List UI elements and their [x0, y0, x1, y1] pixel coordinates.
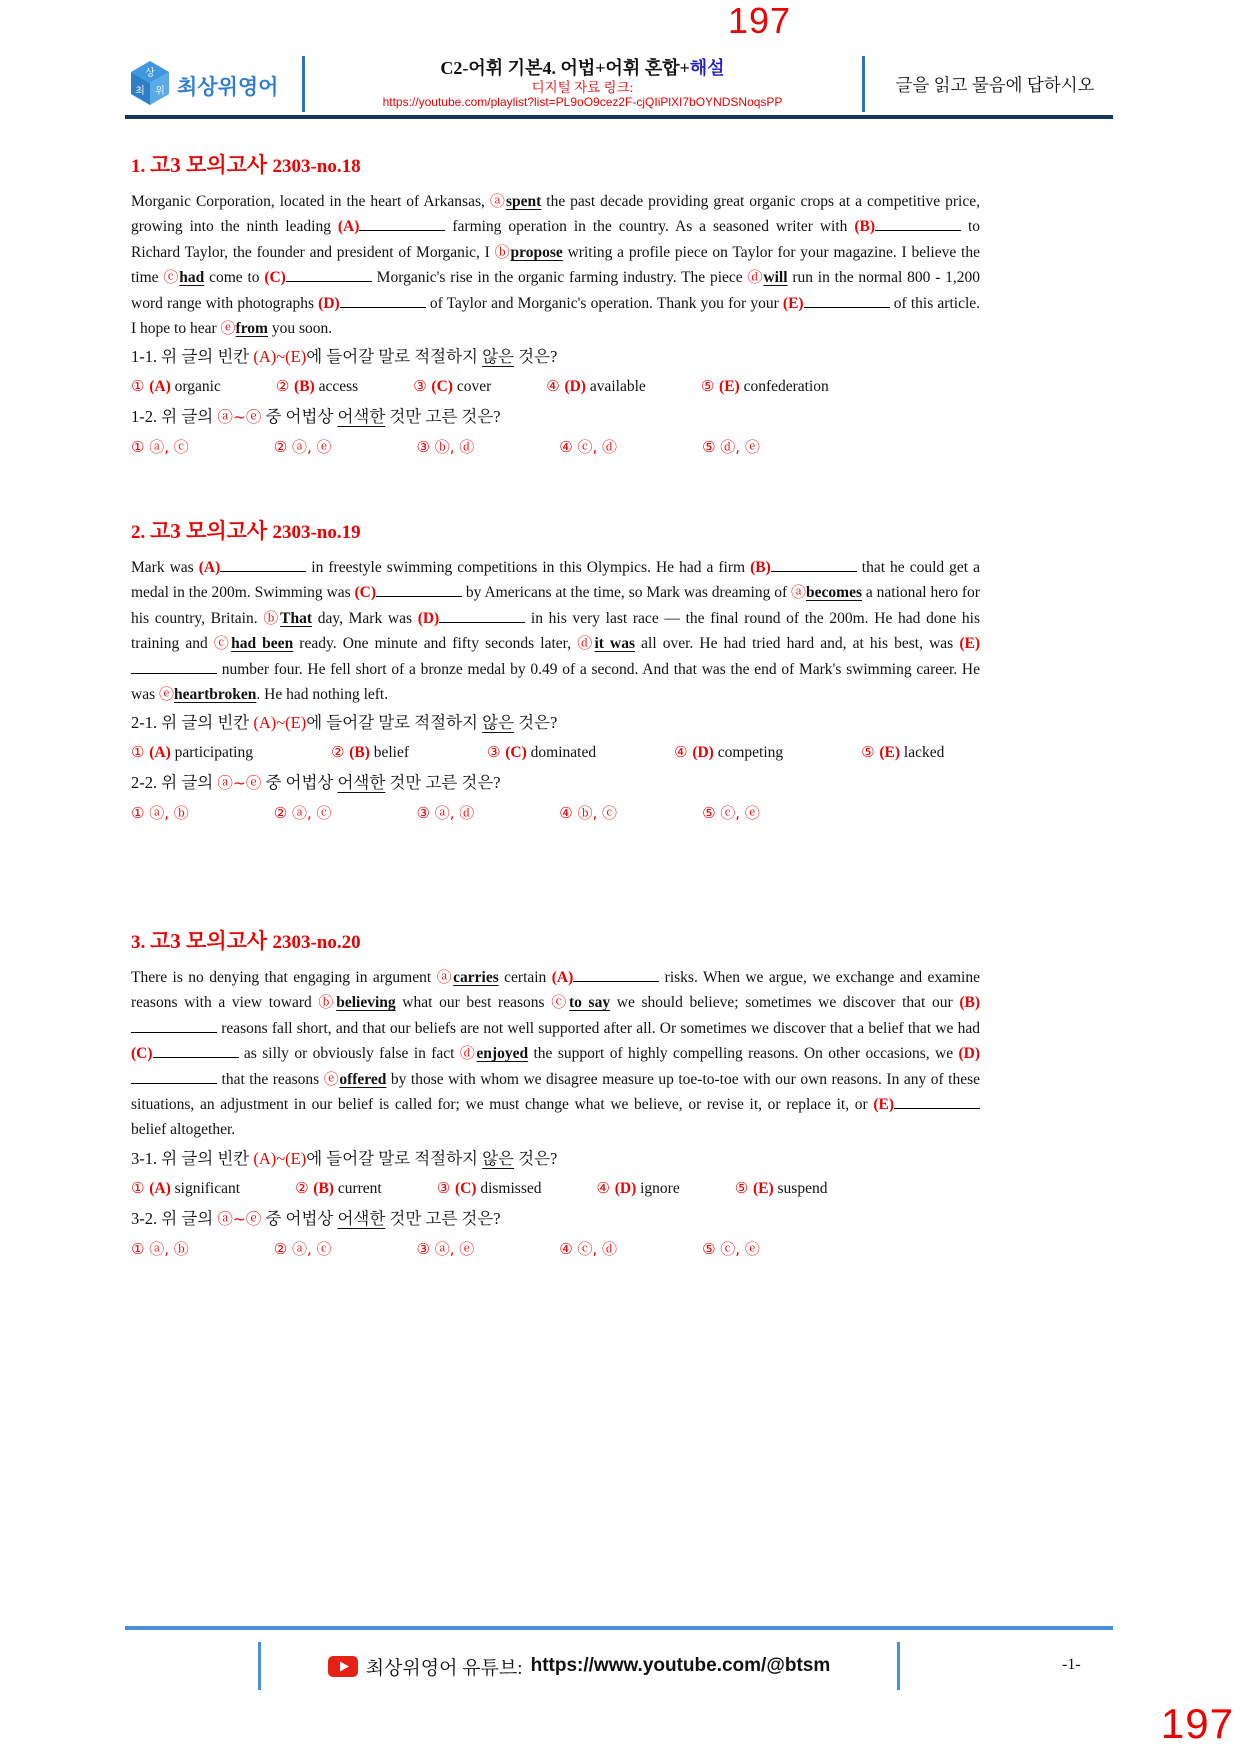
- passage-text: that the reasons: [217, 1070, 324, 1088]
- grammar-word: heartbroken: [174, 686, 257, 704]
- passage-text: of Taylor and Morganic's operation. Thank you for your: [425, 294, 783, 312]
- option-number: ⑤: [702, 1239, 721, 1258]
- option-blank-label: (A): [149, 1179, 175, 1197]
- question-mid: 에 들어갈 말로 적절하지: [306, 347, 483, 367]
- option-number: ②: [273, 804, 292, 823]
- blank-line: [804, 295, 890, 308]
- option: [274, 439, 332, 456]
- option: [559, 1241, 617, 1258]
- circled-letter: ⓓ: [747, 268, 764, 287]
- circled-letter: ⓒ: [213, 634, 232, 653]
- header-instruction: 글을 읽고 물음에 답하시오: [895, 75, 1095, 95]
- question-mid: 중 어법상: [261, 1208, 338, 1228]
- passage-text: day, Mark was: [312, 609, 418, 627]
- option-number: ⑤: [734, 1178, 753, 1197]
- blank-line: [771, 559, 857, 572]
- section-exam-code: 2303-no.19: [272, 522, 361, 543]
- section-heading: [131, 926, 980, 959]
- option-number: ⑤: [702, 438, 721, 457]
- question-text: [131, 1147, 980, 1170]
- passage-text: risks. When we argue, we exchange and examine reasons with a view toward: [131, 969, 980, 1012]
- passage-text: as silly or obviously false in fact: [238, 1045, 460, 1063]
- blank-line: [131, 1071, 217, 1084]
- option-number: ①: [131, 438, 150, 457]
- passage: [131, 965, 980, 1143]
- header: [125, 56, 1115, 112]
- passage-text: the past decade providing great organic crops at a competitive price, growing into the ninth leading: [131, 193, 980, 236]
- option-pair: ⓐ, ⓒ: [291, 804, 332, 823]
- options-row: [131, 740, 980, 765]
- option-number: ①: [131, 1178, 150, 1197]
- question-suffix: 것은?: [514, 347, 558, 367]
- passage-text: farming operation in the country. As a seasoned writer with: [445, 218, 855, 236]
- option-number: ③: [416, 804, 435, 823]
- option: [276, 378, 358, 395]
- question-suffix: 것만 고른 것은?: [385, 773, 501, 793]
- option-number: ③: [487, 743, 506, 762]
- circled-letter: ⓐ: [489, 192, 506, 210]
- option: [487, 744, 596, 761]
- passage-text: certain: [498, 969, 552, 986]
- passage-text: of this article. I hope to hear: [131, 294, 981, 338]
- blank-label: (C): [264, 269, 286, 287]
- option-number: ④: [559, 804, 578, 823]
- option: [131, 378, 221, 395]
- question-suffix: 것은?: [514, 713, 558, 733]
- blank-label: (D): [318, 294, 340, 312]
- option: [417, 1241, 475, 1258]
- option-blank-label: (B): [294, 378, 319, 396]
- passage-text: to Richard Taylor, the founder and president of Morganic, I: [131, 218, 980, 261]
- option: [274, 1241, 332, 1258]
- option: [559, 805, 617, 822]
- youtube-icon: [328, 1656, 358, 1677]
- option-word: cover: [456, 378, 492, 396]
- blank-label: (A): [551, 969, 574, 986]
- question-red-range: ⓐ~ⓔ: [217, 1209, 262, 1228]
- blank-label: (B): [750, 559, 771, 576]
- option-blank-label: (A): [149, 378, 175, 396]
- question-text: [131, 345, 980, 368]
- options-row: [131, 1176, 980, 1201]
- grammar-word: That: [280, 609, 313, 627]
- option-blank-label: (B): [349, 744, 374, 762]
- grammar-word: enjoyed: [476, 1045, 529, 1063]
- page-number-top: 197: [728, 0, 792, 41]
- question-mid: 에 들어갈 말로 적절하지: [306, 1148, 483, 1168]
- passage-text: the support of highly compelling reasons. On other occasions, we: [528, 1045, 959, 1063]
- footer-page-number: -1-: [1062, 1656, 1081, 1673]
- cube-logo-icon: [129, 60, 171, 106]
- question-mid: 에 들어갈 말로 적절하지: [306, 713, 483, 733]
- option-number: ③: [413, 377, 432, 396]
- section-title-korean: 고3 모의고사: [150, 153, 273, 177]
- question-prefix: 위 글의: [157, 1208, 218, 1228]
- blank-line: [153, 1045, 239, 1058]
- option-blank-label: (E): [752, 1179, 778, 1197]
- option: [417, 439, 475, 456]
- grammar-word: to say: [568, 994, 611, 1012]
- question-prefix: 위 글의 빈칸: [157, 1148, 254, 1168]
- passage-text: by those with whom we disagree measure up toe-to-toe with our own reasons. In any of these situations, an adjustment in our belief is called for; we must change what we believe, or revise it, or replace it, or: [131, 1070, 980, 1114]
- section: [131, 516, 980, 832]
- option-number: ①: [131, 804, 150, 823]
- question-number: 1-2.: [131, 407, 158, 427]
- svg-text:최: 최: [135, 86, 145, 97]
- question-red-range: (A)~(E): [253, 713, 307, 733]
- passage-text: a national hero for his country, Britain.: [131, 584, 980, 627]
- question-number: 2-1.: [131, 713, 158, 733]
- option-word: ignore: [640, 1179, 680, 1197]
- passage-text: Morganic's rise in the organic farming industry. The piece: [371, 269, 748, 287]
- blank-label: (B): [854, 218, 875, 236]
- option: [131, 805, 189, 822]
- option: [735, 1180, 828, 1197]
- passage-text: ready. One minute and fifty seconds later,: [293, 635, 578, 653]
- circled-letter: ⓐ: [791, 583, 807, 602]
- passage-text: number four. He fell short of a bronze medal by 0.49 of a second. And that was the end of Mark's swimming career. He was: [131, 660, 980, 704]
- option-word: participating: [174, 744, 253, 762]
- circled-letter: ⓒ: [551, 993, 569, 1012]
- blank-label: (D): [958, 1045, 980, 1063]
- option-pair: ⓓ, ⓔ: [720, 438, 760, 457]
- blank-line: [220, 559, 306, 572]
- blank-line: [131, 1020, 217, 1033]
- footer-rule: [125, 1626, 1113, 1630]
- blank-line: [439, 610, 525, 623]
- section-exam-code: 2303-no.20: [272, 932, 361, 953]
- circled-letter: ⓓ: [459, 1044, 477, 1063]
- grammar-word: will: [763, 269, 788, 287]
- section-number: 2.: [131, 522, 150, 543]
- passage-text: Morganic Corporation, located in the heart of Arkansas,: [131, 193, 490, 210]
- question-mid: 중 어법상: [261, 407, 338, 427]
- blank-line: [875, 218, 961, 231]
- option-pair: ⓐ, ⓑ: [149, 1239, 189, 1258]
- option-number: ②: [275, 377, 295, 396]
- playlist-link[interactable]: https://youtube.com/playlist?list=PL9oO9cez2F-cjQIiPlXI7bOYNDSNoqsPP: [382, 95, 783, 109]
- option: [274, 805, 332, 822]
- section-title-korean: 고3 모의고사: [150, 929, 273, 953]
- passage-text: writing a profile piece on Taylor for your magazine. I believe the time: [131, 243, 980, 287]
- section-heading: [131, 516, 980, 549]
- question-prefix: 위 글의: [157, 773, 218, 793]
- grammar-word: believing: [336, 994, 396, 1012]
- header-center: [310, 56, 855, 110]
- question-suffix: 것만 고른 것은?: [385, 1208, 501, 1228]
- blank-label: (C): [354, 584, 377, 602]
- option-word: belief: [373, 744, 410, 762]
- passage: [131, 555, 980, 707]
- blank-label: (A): [198, 559, 221, 576]
- footer-youtube-link[interactable]: https://www.youtube.com/@btsm: [530, 1655, 831, 1676]
- option-number: ④: [546, 377, 565, 396]
- section-exam-code: 2303-no.18: [272, 156, 361, 177]
- option: [861, 744, 944, 761]
- option: [131, 439, 189, 456]
- grammar-word: carries: [453, 969, 499, 986]
- question-number: 3-2.: [131, 1208, 158, 1228]
- footer: [258, 1642, 900, 1690]
- question-mid: 중 어법상: [261, 773, 338, 793]
- circled-letter: ⓐ: [436, 968, 454, 986]
- option: [546, 378, 646, 395]
- option: [597, 1180, 680, 1197]
- option-word: organic: [174, 378, 221, 396]
- header-rule: [125, 115, 1113, 119]
- option-number: ④: [674, 743, 693, 762]
- question-text: [131, 711, 980, 734]
- section: [131, 150, 980, 466]
- option-word: access: [318, 378, 359, 396]
- footer-youtube-label: 최상위영어 유튜브:: [365, 1657, 523, 1679]
- grammar-word: from: [235, 320, 268, 338]
- option-number: ②: [273, 1239, 292, 1258]
- option-pair: ⓑ, ⓒ: [577, 804, 618, 823]
- option-number: ⑤: [861, 743, 880, 762]
- option-number: ②: [295, 1178, 314, 1197]
- option-blank-label: (E): [879, 744, 904, 762]
- header-divider-right: [862, 56, 865, 112]
- option-number: ②: [273, 438, 292, 457]
- worksheet-title-highlight: 해설: [689, 58, 725, 78]
- option: [702, 439, 760, 456]
- passage-text: we should believe; sometimes we discover that our: [610, 994, 960, 1012]
- blank-label: (E): [873, 1096, 894, 1114]
- option-number: ③: [436, 1178, 455, 1197]
- page-number-bottom: 197: [1160, 1700, 1234, 1747]
- svg-text:상: 상: [145, 68, 155, 79]
- option-word: dominated: [530, 744, 597, 762]
- option-number: ③: [416, 438, 435, 457]
- question-underlined-word: 않은: [482, 347, 515, 367]
- passage-text: reasons fall short, and that our beliefs are not well supported after all. Or sometimes we discover that a belief that we had: [217, 1019, 980, 1037]
- option-pair: ⓒ, ⓔ: [720, 804, 760, 823]
- option: [702, 1241, 760, 1258]
- section-heading: [131, 150, 980, 183]
- question-text: [131, 1207, 980, 1231]
- svg-text:위: 위: [155, 86, 165, 97]
- section: [131, 926, 980, 1268]
- blank-line: [286, 269, 372, 282]
- question-prefix: 위 글의 빈칸: [157, 347, 254, 367]
- question-red-range: (A)~(E): [253, 1148, 307, 1168]
- passage-text: run in the normal 800 - 1,200 word range with photographs: [131, 269, 980, 312]
- passage-text: . He had nothing left.: [256, 686, 389, 704]
- option-blank-label: (D): [614, 1179, 641, 1197]
- question-text: [131, 771, 980, 795]
- options-row: [131, 801, 980, 826]
- option-word: competing: [717, 744, 784, 762]
- circled-letter: ⓑ: [263, 608, 281, 627]
- option: [131, 1241, 189, 1258]
- option-word: lacked: [903, 744, 945, 762]
- option: [413, 378, 491, 395]
- circled-letter: ⓔ: [220, 319, 236, 338]
- question-underlined-word: 어색한: [337, 773, 386, 793]
- passage-text: in freestyle swimming competitions in this Olympics. He had a firm: [306, 559, 751, 576]
- option-number: ④: [596, 1178, 615, 1197]
- question-red-range: (A)~(E): [253, 347, 307, 367]
- option: [701, 378, 829, 395]
- passage-text: by Americans at the time, so Mark was dreaming of: [462, 584, 792, 602]
- question-suffix: 것은?: [514, 1148, 558, 1168]
- options-row: [131, 1237, 980, 1262]
- question-underlined-word: 어색한: [337, 407, 386, 427]
- option: [674, 744, 783, 761]
- option: [131, 1180, 240, 1197]
- passage-text: There is no denying that engaging in argument: [131, 969, 437, 986]
- option: [559, 439, 617, 456]
- circled-letter: ⓒ: [163, 268, 180, 287]
- question-suffix: 것만 고른 것은?: [385, 407, 501, 427]
- section-title-korean: 고3 모의고사: [150, 519, 273, 543]
- blank-line: [131, 661, 217, 674]
- question-number: 2-2.: [131, 773, 158, 793]
- options-row: [131, 435, 980, 460]
- option-number: ①: [131, 743, 150, 762]
- option-number: ①: [131, 377, 150, 396]
- option-blank-label: (D): [692, 744, 718, 762]
- grammar-word: had been: [231, 635, 294, 653]
- blank-line: [340, 295, 426, 308]
- passage-text: belief altogether.: [131, 1121, 236, 1139]
- passage-text: all over. He had tried hard and, at his best, was: [635, 635, 960, 653]
- option-word: confederation: [743, 378, 829, 396]
- option: [295, 1180, 382, 1197]
- worksheet-title-main: C2-어휘 기본4. 어법+어휘 혼합+: [440, 58, 690, 78]
- option-blank-label: (C): [431, 378, 457, 396]
- option-number: ⑤: [702, 804, 721, 823]
- question-underlined-word: 않은: [482, 713, 515, 733]
- blank-line: [573, 969, 659, 982]
- option: [437, 1180, 542, 1197]
- digital-link-label: 디지털 자료 링크:: [531, 80, 634, 95]
- option-word: current: [337, 1179, 382, 1197]
- passage-text: come to: [204, 269, 265, 287]
- option-number: ③: [416, 1239, 435, 1258]
- passage-text: you soon.: [267, 320, 333, 338]
- header-divider-left: [302, 56, 305, 112]
- option-pair: ⓐ, ⓓ: [434, 804, 475, 823]
- brand-name: 최상위영어: [177, 76, 279, 99]
- option-pair: ⓐ, ⓒ: [149, 438, 189, 457]
- blank-line: [359, 218, 445, 231]
- passage-text: Mark was: [131, 559, 199, 576]
- option-pair: ⓐ, ⓑ: [149, 804, 189, 823]
- question-red-range: ⓐ~ⓔ: [217, 408, 262, 427]
- section-number: 1.: [131, 156, 150, 177]
- option: [131, 744, 253, 761]
- option-number: ④: [559, 438, 578, 457]
- circled-letter: ⓑ: [494, 242, 511, 261]
- option-word: suspend: [777, 1179, 828, 1197]
- question-red-range: ⓐ~ⓔ: [217, 774, 262, 793]
- question-prefix: 위 글의: [157, 407, 218, 427]
- grammar-word: spent: [505, 193, 542, 210]
- question-prefix: 위 글의 빈칸: [157, 713, 254, 733]
- option-number: ②: [330, 743, 350, 762]
- option-word: significant: [174, 1179, 241, 1197]
- circled-letter: ⓓ: [577, 634, 595, 653]
- passage-text: in his very last race — the final round of the 200m. He had done his training and: [131, 609, 980, 653]
- option: [702, 805, 760, 822]
- option-number: ⑤: [700, 377, 720, 396]
- blank-label: (E): [959, 635, 980, 653]
- grammar-word: propose: [510, 243, 563, 261]
- passage-text: that he could get a medal in the 200m. Swimming was: [131, 559, 981, 602]
- option-pair: ⓐ, ⓔ: [291, 438, 332, 457]
- circled-letter: ⓔ: [158, 685, 174, 704]
- option: [417, 805, 475, 822]
- section-number: 3.: [131, 932, 150, 953]
- passage: [131, 189, 980, 341]
- question-number: 3-1.: [131, 1148, 158, 1168]
- grammar-word: had: [179, 269, 205, 287]
- option-pair: ⓐ, ⓔ: [434, 1239, 475, 1258]
- option-pair: ⓑ, ⓓ: [434, 438, 475, 457]
- option-blank-label: (E): [719, 378, 744, 396]
- grammar-word: becomes: [806, 584, 862, 602]
- worksheet-title: [310, 56, 855, 80]
- option-pair: ⓒ, ⓔ: [720, 1239, 760, 1258]
- blank-label: (E): [782, 294, 804, 312]
- option-word: available: [589, 378, 646, 396]
- option: [331, 744, 409, 761]
- blank-label: (C): [131, 1045, 153, 1063]
- option-blank-label: (D): [564, 378, 590, 396]
- grammar-word: offered: [339, 1070, 387, 1088]
- blank-label: (B): [959, 994, 980, 1012]
- option-pair: ⓒ, ⓓ: [577, 438, 618, 457]
- option-blank-label: (C): [454, 1179, 481, 1197]
- question-underlined-word: 않은: [482, 1148, 515, 1168]
- option-pair: ⓒ, ⓓ: [577, 1239, 618, 1258]
- options-row: [131, 374, 980, 399]
- question-text: [131, 405, 980, 429]
- circled-letter: ⓑ: [318, 993, 337, 1012]
- question-number: 1-1.: [131, 347, 158, 367]
- circled-letter: ⓔ: [323, 1069, 340, 1088]
- option-number: ①: [131, 1239, 150, 1258]
- option-blank-label: (C): [505, 744, 531, 762]
- option-number: ④: [559, 1239, 578, 1258]
- option-blank-label: (A): [149, 744, 175, 762]
- option-blank-label: (B): [313, 1179, 338, 1197]
- blank-line: [376, 584, 462, 597]
- blank-label: (D): [417, 609, 440, 627]
- blank-label: (A): [337, 218, 360, 236]
- question-underlined-word: 어색한: [337, 1208, 386, 1228]
- blank-line: [894, 1096, 980, 1109]
- grammar-word: it was: [594, 635, 636, 653]
- option-word: dismissed: [480, 1179, 542, 1197]
- passage-text: what our best reasons: [395, 994, 552, 1012]
- option-pair: ⓐ, ⓒ: [291, 1239, 332, 1258]
